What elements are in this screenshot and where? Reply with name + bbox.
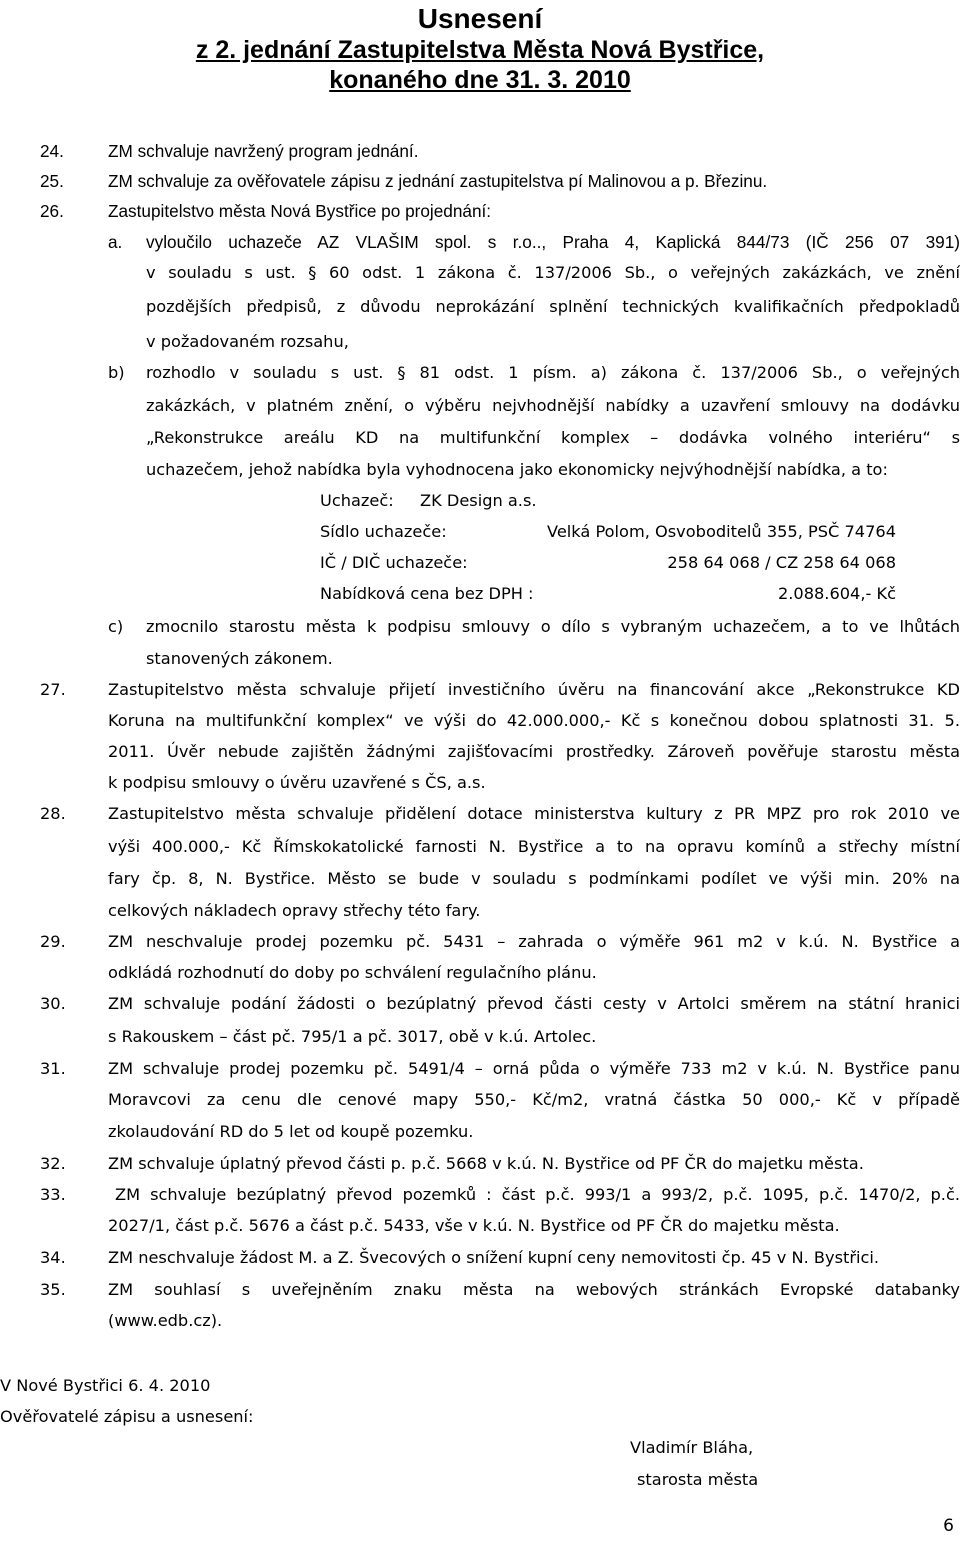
subitem-a-mark: a. [108, 232, 123, 252]
item-number: 30. [40, 994, 66, 1013]
item-line: Moravcovi za cenu dle cenové mapy 550,- Kč/m2, vratná částka 50 000,- Kč v případě [108, 1090, 960, 1109]
price-label: Nabídková cena bez DPH : [320, 584, 534, 603]
item-number: 29. [40, 932, 66, 951]
document-title: Usnesení [417, 3, 543, 34]
item-number: 31. [40, 1059, 66, 1078]
subitem-c-mark: c) [108, 617, 124, 636]
id-label: IČ / DIČ uchazeče: [320, 553, 468, 572]
item-line: ZM souhlasí s uveřejněním znaku města na webových stránkách Evropské databanky [108, 1280, 960, 1299]
item-line: ZM schvaluje podání žádosti o bezúplatný převod části cesty v Artolci směrem na státní hranici [108, 994, 960, 1013]
item-line: ZM neschvaluje žádost M. a Z. Švecových o snížení kupní ceny nemovitosti čp. 45 v N. Bystřici. [108, 1248, 880, 1267]
item-line: 2011. Úvěr nebude zajištěn žádnými zajišťovacími prostředky. Zároveň pověřuje starostu města [108, 742, 960, 761]
item-line: ZM schvaluje úplatný převod části p. p.č. 5668 v k.ú. N. Bystřice od PF ČR do majetku města. [108, 1154, 864, 1173]
item-text: ZM schvaluje navržený program jednání. [108, 141, 419, 161]
item-line: celkových nákladech opravy střechy této fary. [108, 901, 481, 920]
subitem-a-line: v požadovaném rozsahu, [146, 332, 349, 351]
item-number: 24. [40, 141, 64, 161]
item-line: zkolaudování RD do 5 let od koupě pozemku. [108, 1122, 474, 1141]
place-and-date: V Nové Bystřici 6. 4. 2010 [0, 1376, 211, 1395]
bidder-value: ZK Design a.s. [420, 491, 537, 510]
item-line: k podpisu smlouvy o úvěru uzavřené s ČS, a.s. [108, 773, 486, 792]
subitem-c-line: stanovených zákonem. [146, 649, 333, 668]
subitem-a-line: v souladu s ust. § 60 odst. 1 zákona č. 137/2006 Sb., o veřejných zakázkách, ve znění [146, 263, 960, 282]
item-line: Zastupitelstvo města schvaluje přidělení dotace ministerstva kultury z PR MPZ pro rok 2010 ve [108, 804, 960, 823]
subitem-b-mark: b) [108, 363, 125, 382]
item-line: odkládá rozhodnutí do doby po schválení regulačního plánu. [108, 963, 597, 982]
signer-name: Vladimír Bláha, [630, 1438, 754, 1457]
signer-role: starosta města [637, 1470, 759, 1489]
item-line: ZM schvaluje bezúplatný převod pozemků : část p.č. 993/1 a 993/2, p.č. 1095, p.č. 1470/2, p.č. [115, 1185, 960, 1204]
item-number: 35. [40, 1280, 66, 1299]
item-text: ZM schvaluje za ověřovatele zápisu z jednání zastupitelstva pí Malinovou a p. Březinu. [108, 171, 768, 191]
bidder-label: Uchazeč: [320, 491, 394, 510]
item-line: výši 400.000,- Kč Římskokatolické farnosti N. Bystřice a to na opravu komínů a střechy místní [108, 837, 960, 856]
item-line: ZM schvaluje prodej pozemku pč. 5491/4 – orná půda o výměře 733 m2 v k.ú. N. Bystřice panu [108, 1059, 960, 1078]
verifiers-label: Ověřovatelé zápisu a usnesení: [0, 1407, 254, 1426]
item-number: 28. [40, 804, 66, 823]
item-number: 33. [40, 1185, 66, 1204]
subitem-a-line: pozdějších předpisů, z důvodu neprokázání splnění technických kvalifikačních předpokladů [146, 297, 960, 316]
item-number: 32. [40, 1154, 66, 1173]
item-line: 2027/1, část p.č. 5676 a část p.č. 5433, vše v k.ú. N. Bystřice od PF ČR do majetku města. [108, 1216, 840, 1235]
item-line: (www.edb.cz). [108, 1311, 223, 1330]
subitem-a-line: vyloučilo uchazeče AZ VLAŠIM spol. s r.o.., Praha 4, Kaplická 844/73 (IČ 256 07 391) [146, 232, 960, 252]
item-line: Zastupitelstvo města schvaluje přijetí investičního úvěru na financování akce „Rekonstrukce KD [108, 680, 960, 699]
subitem-b-line: uchazečem, jehož nabídka byla vyhodnocena jako ekonomicky nejvýhodnější nabídka, a to: [146, 460, 888, 479]
page-number: 6 [943, 1516, 954, 1536]
price-value: 2.088.604,- Kč [777, 584, 896, 603]
item-line: s Rakouskem – část pč. 795/1 a pč. 3017, obě v k.ú. Artolec. [108, 1027, 597, 1046]
item-line: ZM neschvaluje prodej pozemku pč. 5431 – zahrada o výměře 961 m2 v k.ú. N. Bystřice a [108, 932, 960, 951]
item-text: Zastupitelstvo města Nová Bystřice po projednání: [108, 201, 492, 221]
item-number: 27. [40, 680, 66, 699]
subitem-c-line: zmocnilo starostu města k podpisu smlouvy o dílo s vybraným uchazečem, a to ve lhůtách [146, 617, 960, 636]
subitem-b-line: rozhodlo v souladu s ust. § 81 odst. 1 písm. a) zákona č. 137/2006 Sb., o veřejných [146, 363, 960, 382]
subitem-b-line: zakázkách, v platném znění, o výběru nejvhodnější nabídky a uzavření smlouvy na dodávku [146, 396, 960, 415]
item-number: 26. [40, 201, 64, 221]
seat-value: Velká Polom, Osvoboditelů 355, PSČ 74764 [547, 522, 896, 541]
item-line: fary čp. 8, N. Bystřice. Město se bude v souladu s podmínkami podílet ve výši min. 20% na [108, 869, 960, 888]
seat-label: Sídlo uchazeče: [320, 522, 447, 541]
item-number: 34. [40, 1248, 66, 1267]
item-number: 25. [40, 171, 64, 191]
meeting-date: konaného dne 31. 3. 2010 [329, 66, 631, 94]
document-subtitle: z 2. jednání Zastupitelstva Města Nová Bystřice, [195, 36, 765, 64]
subitem-b-line: „Rekonstrukce areálu KD na multifunkční komplex – dodávka volného interiéru“ s [146, 428, 960, 447]
id-value: 258 64 068 / CZ 258 64 068 [667, 553, 896, 572]
item-line: Koruna na multifunkční komplex“ ve výši do 42.000.000,- Kč s konečnou dobou splatnosti 31. 5. [108, 711, 960, 730]
